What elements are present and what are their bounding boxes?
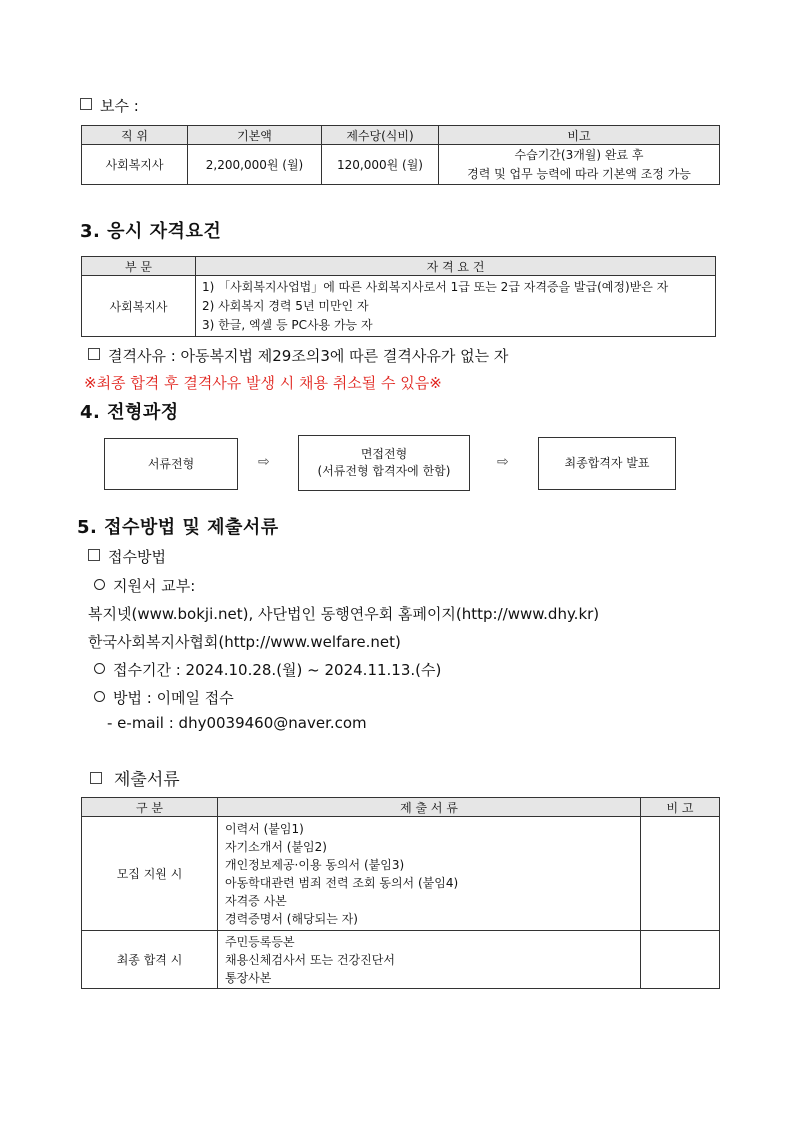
qualifications-table <box>81 256 716 337</box>
pay-heading <box>80 95 139 116</box>
doc-item: 주민등록등본 <box>225 934 295 949</box>
qualifications-title: 3. 응시 자격요건 <box>80 221 222 242</box>
method-heading <box>88 546 166 567</box>
docs-header-category: 구 분 <box>82 798 218 817</box>
docs-note <box>641 931 720 989</box>
pay-note-line1: 수습기간(3개월) 완료 후 <box>514 147 644 162</box>
pay-header-allowance: 제수당(식비) <box>322 126 439 145</box>
pay-heading-text: 보수 : <box>100 97 139 115</box>
pay-note-line2: 경력 및 업무 능력에 따라 기본액 조정 가능 <box>467 166 691 181</box>
submit-label-text: 지원서 교부: <box>113 577 196 595</box>
doc-item: 통장사본 <box>225 970 272 985</box>
submit-sites-line1: 복지넷(www.bokji.net), 사단법인 동행연우회 홈페이지(http://www.dhy.kr) <box>88 605 600 623</box>
checkbox-square-icon <box>88 549 100 561</box>
process-step-interview <box>298 435 470 491</box>
checkbox-square-icon <box>90 772 102 784</box>
checkbox-square-icon <box>80 98 92 110</box>
application-period <box>94 659 441 680</box>
pay-header-base: 기본액 <box>188 126 322 145</box>
pay-note <box>439 145 720 185</box>
application-method-text: 방법 : 이메일 접수 <box>113 689 234 707</box>
checkbox-square-icon <box>88 348 100 360</box>
pay-header-note: 비고 <box>439 126 720 145</box>
process-step-document-label: 서류전형 <box>147 456 195 471</box>
docs-category: 모집 지원 시 <box>82 817 218 931</box>
pay-base: 2,200,000원 (월) <box>188 145 322 185</box>
doc-item: 자격증 사본 <box>225 893 287 908</box>
docs-items <box>218 931 641 989</box>
disqualification-line <box>88 345 508 366</box>
documents-heading <box>90 765 180 790</box>
application-method <box>94 687 234 708</box>
doc-item: 채용신체검사서 또는 건강진단서 <box>225 952 395 967</box>
right-arrow-icon: ⇨ <box>258 454 270 470</box>
disqualification-text: 결격사유 : 아동복지법 제29조의3에 따른 결격사유가 없는 자 <box>108 347 509 365</box>
process-step-interview-label: 면접전형 <box>360 447 408 461</box>
process-step-final <box>538 437 676 490</box>
qual-item: 3) 한글, 엑셀 등 PC사용 가능 자 <box>202 318 373 332</box>
qual-header-requirements: 자 격 요 건 <box>196 257 716 276</box>
process-step-final-label: 최종합격자 발표 <box>564 456 650 470</box>
right-arrow-icon: ⇨ <box>497 454 509 470</box>
pay-table <box>81 125 720 185</box>
doc-item: 개인정보제공·이용 동의서 (붙임3) <box>225 857 405 872</box>
pay-header-position: 직 위 <box>82 126 188 145</box>
circle-bullet-icon <box>94 579 105 590</box>
process-step-interview-note: (서류전형 합격자에 한함) <box>317 464 451 478</box>
docs-category: 최종 합격 시 <box>82 931 218 989</box>
qual-item: 2) 사회복지 경력 5년 미만인 자 <box>202 299 369 313</box>
qual-requirements <box>196 276 716 337</box>
method-heading-text: 접수방법 <box>108 548 166 566</box>
circle-bullet-icon <box>94 663 105 674</box>
doc-item: 자기소개서 (붙임2) <box>225 839 327 854</box>
pay-position: 사회복지사 <box>82 145 188 185</box>
qual-header-dept: 부 문 <box>82 257 196 276</box>
qual-dept: 사회복지사 <box>82 276 196 337</box>
application-email: - e-mail : dhy0039460@naver.com <box>107 714 367 732</box>
doc-item: 이력서 (붙임1) <box>225 821 304 836</box>
submit-sites-line2: 한국사회복지사협회(http://www.welfare.net) <box>88 633 401 651</box>
application-title: 5. 접수방법 및 제출서류 <box>77 517 279 538</box>
docs-header-note: 비 고 <box>641 798 720 817</box>
qual-item: 1) 「사회복지사업법」에 따른 사회복지사로서 1급 또는 2급 자격증을 발급(예정)받은 자 <box>202 280 669 294</box>
process-title: 4. 전형과정 <box>80 402 179 423</box>
application-period-text: 접수기간 : 2024.10.28.(월) ~ 2024.11.13.(수) <box>113 661 442 679</box>
docs-header-documents: 제 출 서 류 <box>218 798 641 817</box>
documents-table <box>81 797 720 989</box>
doc-item: 아동학대관련 범죄 전력 조회 동의서 (붙임4) <box>225 875 459 890</box>
submit-label <box>94 575 195 596</box>
documents-heading-text: 제출서류 <box>114 770 180 790</box>
process-step-document <box>104 438 238 490</box>
pay-allowance: 120,000원 (월) <box>322 145 439 185</box>
cancellation-warning: ※최종 합격 후 결격사유 발생 시 채용 취소될 수 있음※ <box>84 374 442 392</box>
docs-items <box>218 817 641 931</box>
doc-item: 경력증명서 (해당되는 자) <box>225 911 358 926</box>
circle-bullet-icon <box>94 691 105 702</box>
docs-note <box>641 817 720 931</box>
